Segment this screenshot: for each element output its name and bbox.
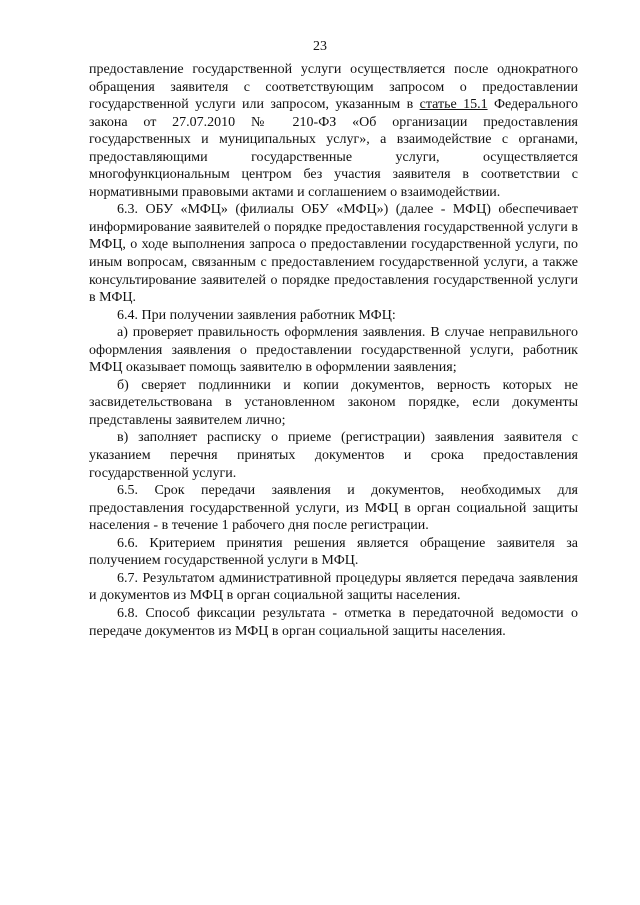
- paragraph-6-8: 6.8. Способ фиксации результата - отметка в передаточной ведомости о передаче документов из МФЦ в орган социальной защиты населения.: [89, 605, 578, 639]
- paragraph-6-3: 6.3. ОБУ «МФЦ» (филиалы ОБУ «МФЦ») (далее - МФЦ) обеспечивает информирование заявителей о порядке предоставления государственной услуги в МФЦ, о ходе выполнения запроса о предоставлении государственной услуги, по иным вопросам, связанным с предоставлением государственной услуги, а также консультирование заявителей о порядке предоставления государственной услуги в МФЦ.: [89, 202, 578, 306]
- document-body: [89, 61, 578, 640]
- paragraph-text: предоставление государственной услуги осуществляется после однократного обращения заявителя с соответствующим запросом о предоставлении государственной услуги или запросом, указанным в: [89, 62, 578, 113]
- paragraph-6-4: 6.4. При получении заявления работник МФЦ:: [117, 307, 396, 323]
- page-number: 23: [313, 39, 327, 54]
- paragraph-text: Федерального закона от 27.07.2010 № 210-ФЗ «Об организации предоставления государственных и муниципальных услуг», а взаимодействие с органами, предоставляющими государственные услуги, осуществляется многофункциональным центром без участия заявителя в соответствии с нормативными правовыми актами и соглашением о взаимодействии.: [89, 97, 578, 200]
- list-item-v: в) заполняет расписку о приеме (регистрации) заявления заявителя с указанием перечня принятых документов и срока предоставления государственной услуги.: [89, 430, 578, 481]
- paragraph-6-5: 6.5. Срок передачи заявления и документов, необходимых для предоставления государственной услуги, из МФЦ в орган социальной защиты населения - в течение 1 рабочего дня после регистрации.: [89, 483, 578, 534]
- paragraph-6-2-continuation: [89, 61, 578, 201]
- paragraph-6-6: 6.6. Критерием принятия решения является обращение заявителя за получением государственной услуги в МФЦ.: [89, 535, 578, 569]
- list-item-a: а) проверяет правильность оформления заявления. В случае неправильного оформления заявления о предоставлении государственной услуги, работник МФЦ оказывает помощь заявителю в оформлении заявления;: [89, 325, 578, 376]
- paragraph-6-7: 6.7. Результатом административной процедуры является передача заявления и документов из МФЦ в орган социальной защиты населения.: [89, 570, 578, 604]
- list-item-b: б) сверяет подлинники и копии документов, верность которых не засвидетельствована в установленном законом порядке, если документы представлены заявителем лично;: [89, 377, 578, 428]
- article-15-1-link[interactable]: статье 15.1: [419, 97, 488, 113]
